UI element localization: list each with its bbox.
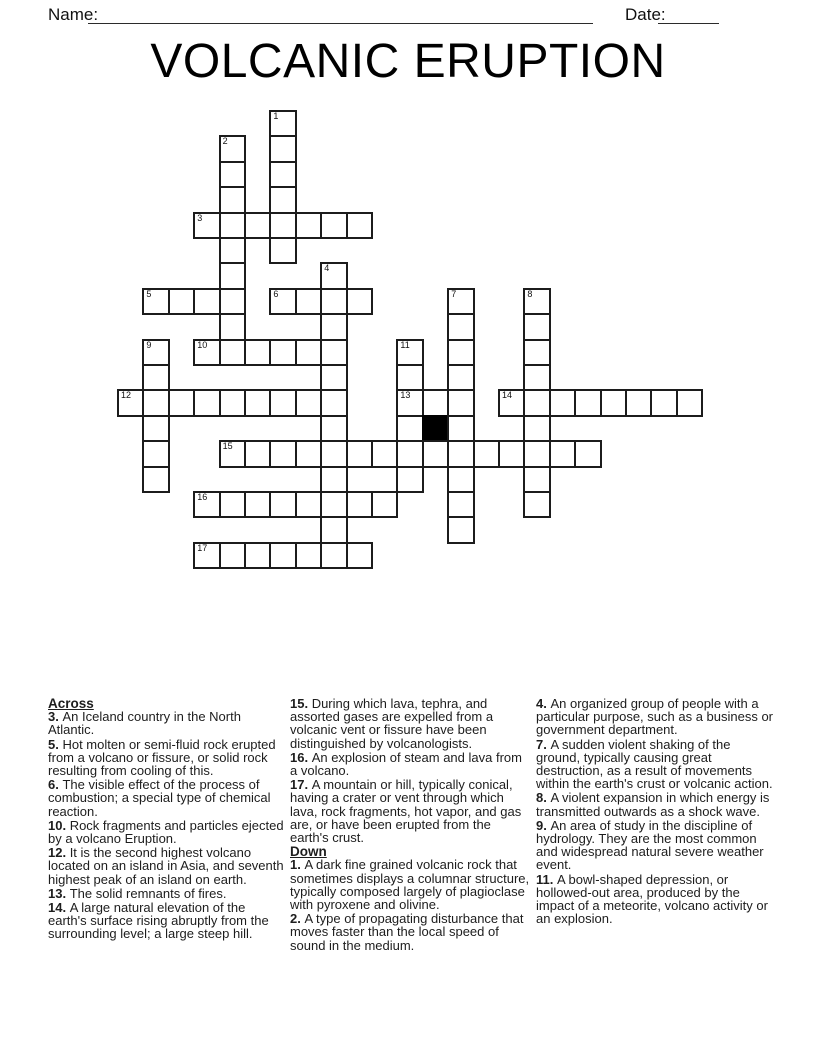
grid-cell[interactable]: [320, 466, 347, 493]
clue-number: 13.: [48, 885, 70, 901]
grid-cell[interactable]: [219, 237, 246, 264]
grid-cell[interactable]: [320, 516, 347, 543]
grid-cell[interactable]: [244, 212, 271, 239]
grid-cell[interactable]: [447, 516, 474, 543]
grid-cell[interactable]: [523, 389, 550, 416]
grid-cell[interactable]: [320, 364, 347, 391]
grid-cell[interactable]: [320, 415, 347, 442]
grid-cell[interactable]: [320, 262, 347, 289]
grid-cell-black: [422, 415, 449, 442]
grid-cell[interactable]: [142, 415, 169, 442]
grid-cell[interactable]: [447, 466, 474, 493]
grid-cell[interactable]: [219, 339, 246, 366]
clue: [290, 778, 531, 844]
grid-cell[interactable]: [219, 212, 246, 239]
grid-cell[interactable]: [295, 212, 322, 239]
clue-text: A bowl-shaped depression, or hollowed-out area, produced by the impact of a meteorite, volcano activity or an explosion.: [536, 871, 768, 927]
grid-cell[interactable]: [650, 389, 677, 416]
grid-cell[interactable]: [523, 440, 550, 467]
grid-cell[interactable]: [498, 389, 525, 416]
grid-cell[interactable]: [142, 288, 169, 315]
cell-number: 5: [146, 288, 152, 299]
across-heading: Across: [48, 696, 94, 711]
cell-number: 2: [222, 136, 228, 147]
grid-cell[interactable]: [269, 542, 296, 569]
grid-cell[interactable]: [549, 389, 576, 416]
clue-text: A violent expansion in which energy is transmitted outwards as a shock wave.: [536, 790, 770, 819]
grid-cell[interactable]: [142, 364, 169, 391]
grid-cell[interactable]: [625, 389, 652, 416]
grid-cell[interactable]: [574, 389, 601, 416]
clue-text: The solid remnants of fires.: [69, 885, 227, 901]
clue: [48, 778, 285, 818]
clue: [290, 751, 531, 777]
grid-cell[interactable]: [269, 288, 296, 315]
cell-number: 12: [121, 390, 132, 401]
grid-cell[interactable]: [396, 364, 423, 391]
grid-cell[interactable]: [346, 212, 373, 239]
grid-cell[interactable]: [269, 339, 296, 366]
clue-number: 5.: [48, 736, 63, 752]
grid-cell[interactable]: [269, 161, 296, 188]
clue-text: Rock fragments and particles ejected by a volcano Eruption.: [48, 817, 284, 847]
grid-cell[interactable]: [523, 415, 550, 442]
cell-number: 16: [197, 492, 208, 502]
clue-number: 2.: [290, 911, 305, 927]
grid-cell[interactable]: [447, 491, 474, 518]
grid-cell[interactable]: [574, 440, 601, 467]
clue: [48, 901, 285, 941]
grid-cell[interactable]: [269, 440, 296, 467]
clue-number: 10.: [48, 817, 70, 833]
grid-cell[interactable]: [447, 339, 474, 366]
cell-number: 9: [146, 339, 152, 350]
date-label: Date:: [625, 5, 666, 24]
clue-column-right: [536, 697, 774, 926]
grid-cell[interactable]: [396, 339, 423, 366]
grid-cell[interactable]: [219, 186, 246, 213]
grid-cell[interactable]: [346, 440, 373, 467]
cell-number: 1: [273, 111, 279, 121]
clue-text: A sudden violent shaking of the ground, typically causing great destruction, as a result of movements within the earth's crust or volcanic action.: [536, 736, 773, 792]
clue-number: 12.: [48, 845, 70, 861]
clue-number: 11.: [536, 871, 557, 887]
grid-cell[interactable]: [320, 440, 347, 467]
grid-cell[interactable]: [447, 313, 474, 340]
grid-cell[interactable]: [168, 389, 195, 416]
cell-number: 17: [197, 542, 208, 553]
clue-column-middle: [290, 697, 531, 953]
grid-cell[interactable]: [244, 440, 271, 467]
clue-text: A type of propagating disturbance that moves faster than the local speed of sound in the medium.: [290, 911, 524, 953]
date-blank-line[interactable]: [658, 6, 719, 24]
grid-cell[interactable]: [447, 389, 474, 416]
grid-cell[interactable]: [320, 491, 347, 518]
clue: [48, 819, 285, 845]
grid-cell[interactable]: [447, 415, 474, 442]
clue: [536, 873, 774, 926]
grid-cell[interactable]: [422, 440, 449, 467]
clue-number: 17.: [290, 777, 312, 793]
clue-number: 14.: [48, 900, 70, 916]
clue-number: 4.: [536, 696, 551, 711]
clue-text: A large natural elevation of the earth's surface rising abruptly from the surrounding level; a large steep hill.: [48, 900, 269, 942]
grid-cell[interactable]: [600, 389, 627, 416]
clue-number: 16.: [290, 749, 312, 765]
cell-number: 14: [502, 390, 513, 401]
grid-cell[interactable]: [447, 288, 474, 315]
grid-cell[interactable]: [193, 339, 220, 366]
clue: [536, 738, 774, 791]
grid-cell[interactable]: [371, 491, 398, 518]
cell-number: 4: [324, 263, 330, 274]
grid-cell[interactable]: [676, 389, 703, 416]
grid-cell[interactable]: [346, 288, 373, 315]
cell-number: 15: [222, 441, 233, 452]
grid-cell[interactable]: [244, 542, 271, 569]
grid-cell[interactable]: [142, 389, 169, 416]
grid-cell[interactable]: [269, 186, 296, 213]
grid-cell[interactable]: [295, 288, 322, 315]
grid-cell[interactable]: [219, 135, 246, 162]
clue-number: 3.: [48, 709, 63, 725]
grid-cell[interactable]: [523, 466, 550, 493]
grid-cell[interactable]: [219, 161, 246, 188]
grid-cell[interactable]: [269, 389, 296, 416]
grid-cell[interactable]: [295, 542, 322, 569]
down-heading: Down: [290, 844, 327, 860]
clue-number: 6.: [48, 777, 63, 793]
cell-number: 13: [400, 390, 411, 401]
cell-number: 6: [273, 288, 279, 299]
grid-cell[interactable]: [193, 491, 220, 518]
clue-text: During which lava, tephra, and assorted gases are expelled from a volcanic vent or fissure have been distinguished by volcanologists.: [290, 696, 494, 751]
grid-cell[interactable]: [523, 491, 550, 518]
cell-number: 7: [451, 288, 457, 299]
clue: [290, 858, 531, 911]
name-label: Name:: [48, 5, 99, 24]
grid-cell[interactable]: [269, 135, 296, 162]
clue: [48, 846, 285, 886]
grid-cell[interactable]: [219, 262, 246, 289]
grid-cell[interactable]: [422, 389, 449, 416]
clue: [290, 697, 531, 750]
grid-cell[interactable]: [320, 288, 347, 315]
grid-cell[interactable]: [320, 542, 347, 569]
grid-cell[interactable]: [142, 466, 169, 493]
clue-text: An organized group of people with a particular purpose, such as a business or government department.: [536, 696, 774, 738]
clue: [290, 912, 531, 952]
grid-cell[interactable]: [142, 339, 169, 366]
grid-cell[interactable]: [219, 288, 246, 315]
name-blank-line[interactable]: [88, 6, 593, 24]
grid-cell[interactable]: [193, 542, 220, 569]
grid-cell[interactable]: [219, 491, 246, 518]
grid-cell[interactable]: [193, 288, 220, 315]
clue: [536, 819, 774, 872]
grid-cell[interactable]: [295, 440, 322, 467]
clue: [48, 738, 285, 778]
grid-cell[interactable]: [219, 389, 246, 416]
grid-cell[interactable]: [320, 313, 347, 340]
cell-number: 10: [197, 339, 208, 350]
grid-cell[interactable]: [117, 389, 144, 416]
grid-cell[interactable]: [396, 440, 423, 467]
clue-number: 1.: [290, 857, 305, 873]
clue-column-left: [48, 697, 285, 942]
grid-cell[interactable]: [219, 542, 246, 569]
crossword-grid: [117, 110, 705, 572]
grid-cell[interactable]: [244, 389, 271, 416]
clue-text: Hot molten or semi-fluid rock erupted from a volcano or fissure, or solid rock resulting from cooling of this.: [48, 736, 276, 779]
clue: [48, 887, 285, 900]
clue-text: A dark fine grained volcanic rock that sometimes displays a columnar structure, typically composed largely of plagioclase with pyroxene and olivine.: [290, 857, 530, 913]
grid-cell[interactable]: [346, 542, 373, 569]
clue-number: 9.: [536, 817, 551, 833]
grid-cell[interactable]: [193, 212, 220, 239]
clue-number: 7.: [536, 736, 551, 752]
clue-text: The visible effect of the process of combustion; a special type of chemical reaction.: [48, 777, 271, 819]
grid-cell[interactable]: [295, 339, 322, 366]
clue: [536, 791, 774, 817]
clue: [536, 697, 774, 737]
grid-cell[interactable]: [523, 364, 550, 391]
grid-cell[interactable]: [523, 288, 550, 315]
grid-cell[interactable]: [320, 212, 347, 239]
grid-cell[interactable]: [244, 491, 271, 518]
grid-cell[interactable]: [447, 440, 474, 467]
grid-cell[interactable]: [193, 389, 220, 416]
grid-cell[interactable]: [498, 440, 525, 467]
clue-text: An area of study in the discipline of hydrology. They are the most common and widespread natural severe weather event.: [536, 817, 764, 873]
grid-cell[interactable]: [473, 440, 500, 467]
cell-number: 8: [527, 288, 533, 299]
grid-cell[interactable]: [320, 389, 347, 416]
grid-cell[interactable]: [142, 440, 169, 467]
grid-cell[interactable]: [396, 389, 423, 416]
grid-cell[interactable]: [269, 110, 296, 137]
clue-number: 8.: [536, 790, 551, 806]
grid-cell[interactable]: [346, 491, 373, 518]
grid-cell[interactable]: [295, 389, 322, 416]
grid-cell[interactable]: [295, 491, 322, 518]
clue-text: It is the second highest volcano located on an island in Asia, and seventh highest peak of an island on earth.: [48, 845, 284, 887]
grid-cell[interactable]: [320, 339, 347, 366]
grid-cell[interactable]: [269, 212, 296, 239]
grid-cell[interactable]: [396, 466, 423, 493]
grid-cell[interactable]: [523, 313, 550, 340]
grid-cell[interactable]: [523, 339, 550, 366]
grid-cell[interactable]: [396, 415, 423, 442]
clue-text: An explosion of steam and lava from a volcano.: [290, 749, 522, 779]
clue-text: An Iceland country in the North Atlantic.: [48, 709, 241, 738]
grid-cell[interactable]: [269, 491, 296, 518]
cell-number: 3: [197, 212, 203, 223]
grid-cell[interactable]: [168, 288, 195, 315]
clue-number: 15.: [290, 696, 312, 711]
grid-cell[interactable]: [549, 440, 576, 467]
clue: [48, 710, 285, 736]
grid-cell[interactable]: [269, 237, 296, 264]
grid-cell[interactable]: [447, 364, 474, 391]
grid-cell[interactable]: [219, 313, 246, 340]
clue-text: A mountain or hill, typically conical, having a crater or vent through which lava, rock fragments, hot vapor, and gas are, or have been erupted from the earth's crust.: [290, 777, 522, 846]
grid-cell[interactable]: [371, 440, 398, 467]
cell-number: 11: [400, 339, 410, 350]
grid-cell[interactable]: [244, 339, 271, 366]
page-title: VOLCANIC ERUPTION: [150, 35, 666, 88]
grid-cell[interactable]: [219, 440, 246, 467]
